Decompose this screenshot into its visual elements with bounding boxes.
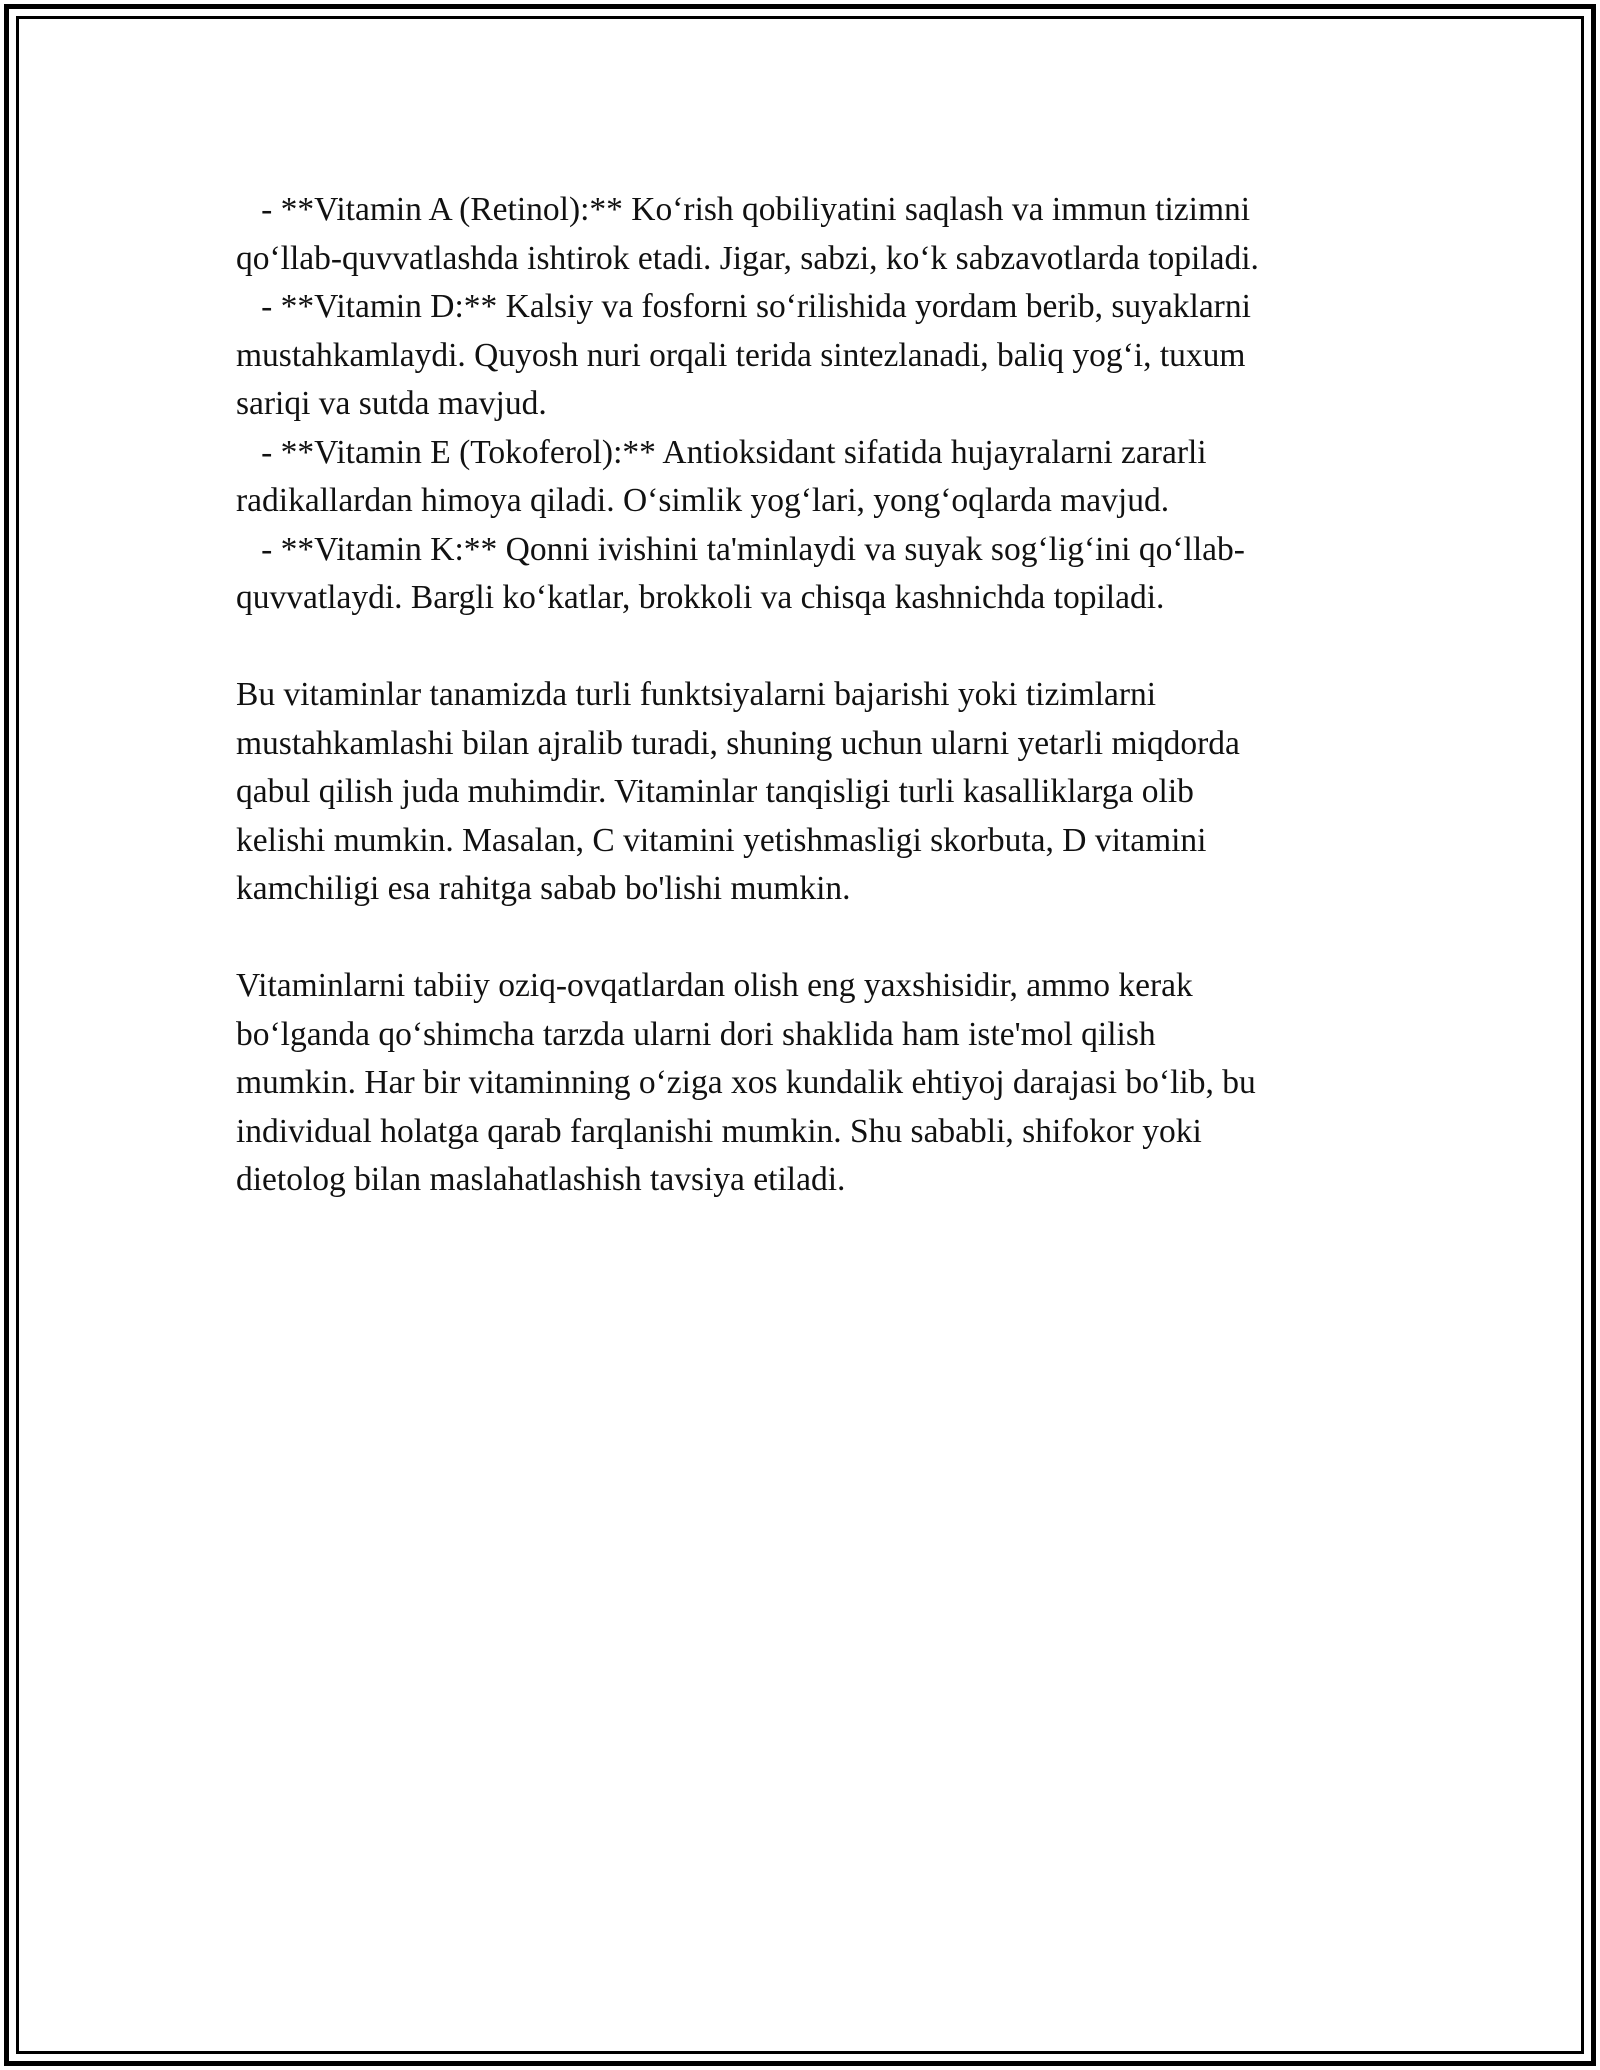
text-line: qabul qilish juda muhimdir. Vitaminlar tanqisligi turli kasalliklarga olib: [236, 773, 1194, 810]
text-line: dietolog bilan maslahatlashish tavsiya etiladi.: [236, 1161, 846, 1198]
text-line: - **Vitamin D:** Kalsiy va fosforni so‘rilishida yordam berib, suyaklarni: [236, 288, 1251, 325]
text-line: individual holatga qarab farqlanishi mumkin. Shu sababli, shifokor yoki: [236, 1112, 1202, 1150]
text-line: sariqi va sutda mavjud.: [236, 385, 547, 422]
text-line: mustahkamlashi bilan ajralib turadi, shuning uchun ularni yetarli miqdorda: [236, 724, 1240, 762]
text-line: mumkin. Har bir vitaminning o‘ziga xos kundalik ehtiyoj darajasi bo‘lib, bu: [236, 1064, 1256, 1101]
vitamin-list: [236, 186, 1366, 623]
text-line: - **Vitamin A (Retinol):** Ko‘rish qobiliyatini saqlash va immun tizimni: [236, 191, 1251, 228]
text-line: mustahkamlaydi. Quyosh nuri orqali terida sintezlanadi, baliq yog‘i, tuxum: [236, 336, 1246, 374]
text-line: - **Vitamin K:** Qonni ivishini ta'minlaydi va suyak sog‘lig‘ini qo‘llab-: [236, 530, 1245, 568]
text-line: bo‘lganda qo‘shimcha tarzda ularni dori shaklida ham iste'mol qilish: [236, 1015, 1156, 1053]
paragraph-deficiency: [236, 671, 1366, 914]
text-line: kamchiligi esa rahitga sabab bo'lishi mumkin.: [236, 870, 851, 907]
paragraph-sources: [236, 962, 1366, 1205]
paragraph-spacer: [236, 914, 1366, 963]
text-line: kelishi mumkin. Masalan, C vitamini yetishmasligi skorbuta, D vitamini: [236, 821, 1207, 859]
text-line: Bu vitaminlar tanamizda turli funktsiyalarni bajarishi yoki tizimlarni: [236, 676, 1157, 713]
text-line: radikallardan himoya qiladi. O‘simlik yog‘lari, yong‘oqlarda mavjud.: [236, 482, 1170, 519]
text-line: quvvatlaydi. Bargli ko‘katlar, brokkoli va chisqa kashnichda topiladi.: [236, 579, 1165, 616]
document-body: [236, 186, 1366, 1205]
text-line: - **Vitamin E (Tokoferol):** Antioksidant sifatida hujayralarni zararli: [236, 433, 1207, 471]
paragraph-spacer: [236, 623, 1366, 672]
text-line: Vitaminlarni tabiiy oziq-ovqatlardan olish eng yaxshisidir, ammo kerak: [236, 967, 1193, 1004]
text-line: qo‘llab-quvvatlashda ishtirok etadi. Jigar, sabzi, ko‘k sabzavotlarda topiladi.: [236, 239, 1259, 277]
